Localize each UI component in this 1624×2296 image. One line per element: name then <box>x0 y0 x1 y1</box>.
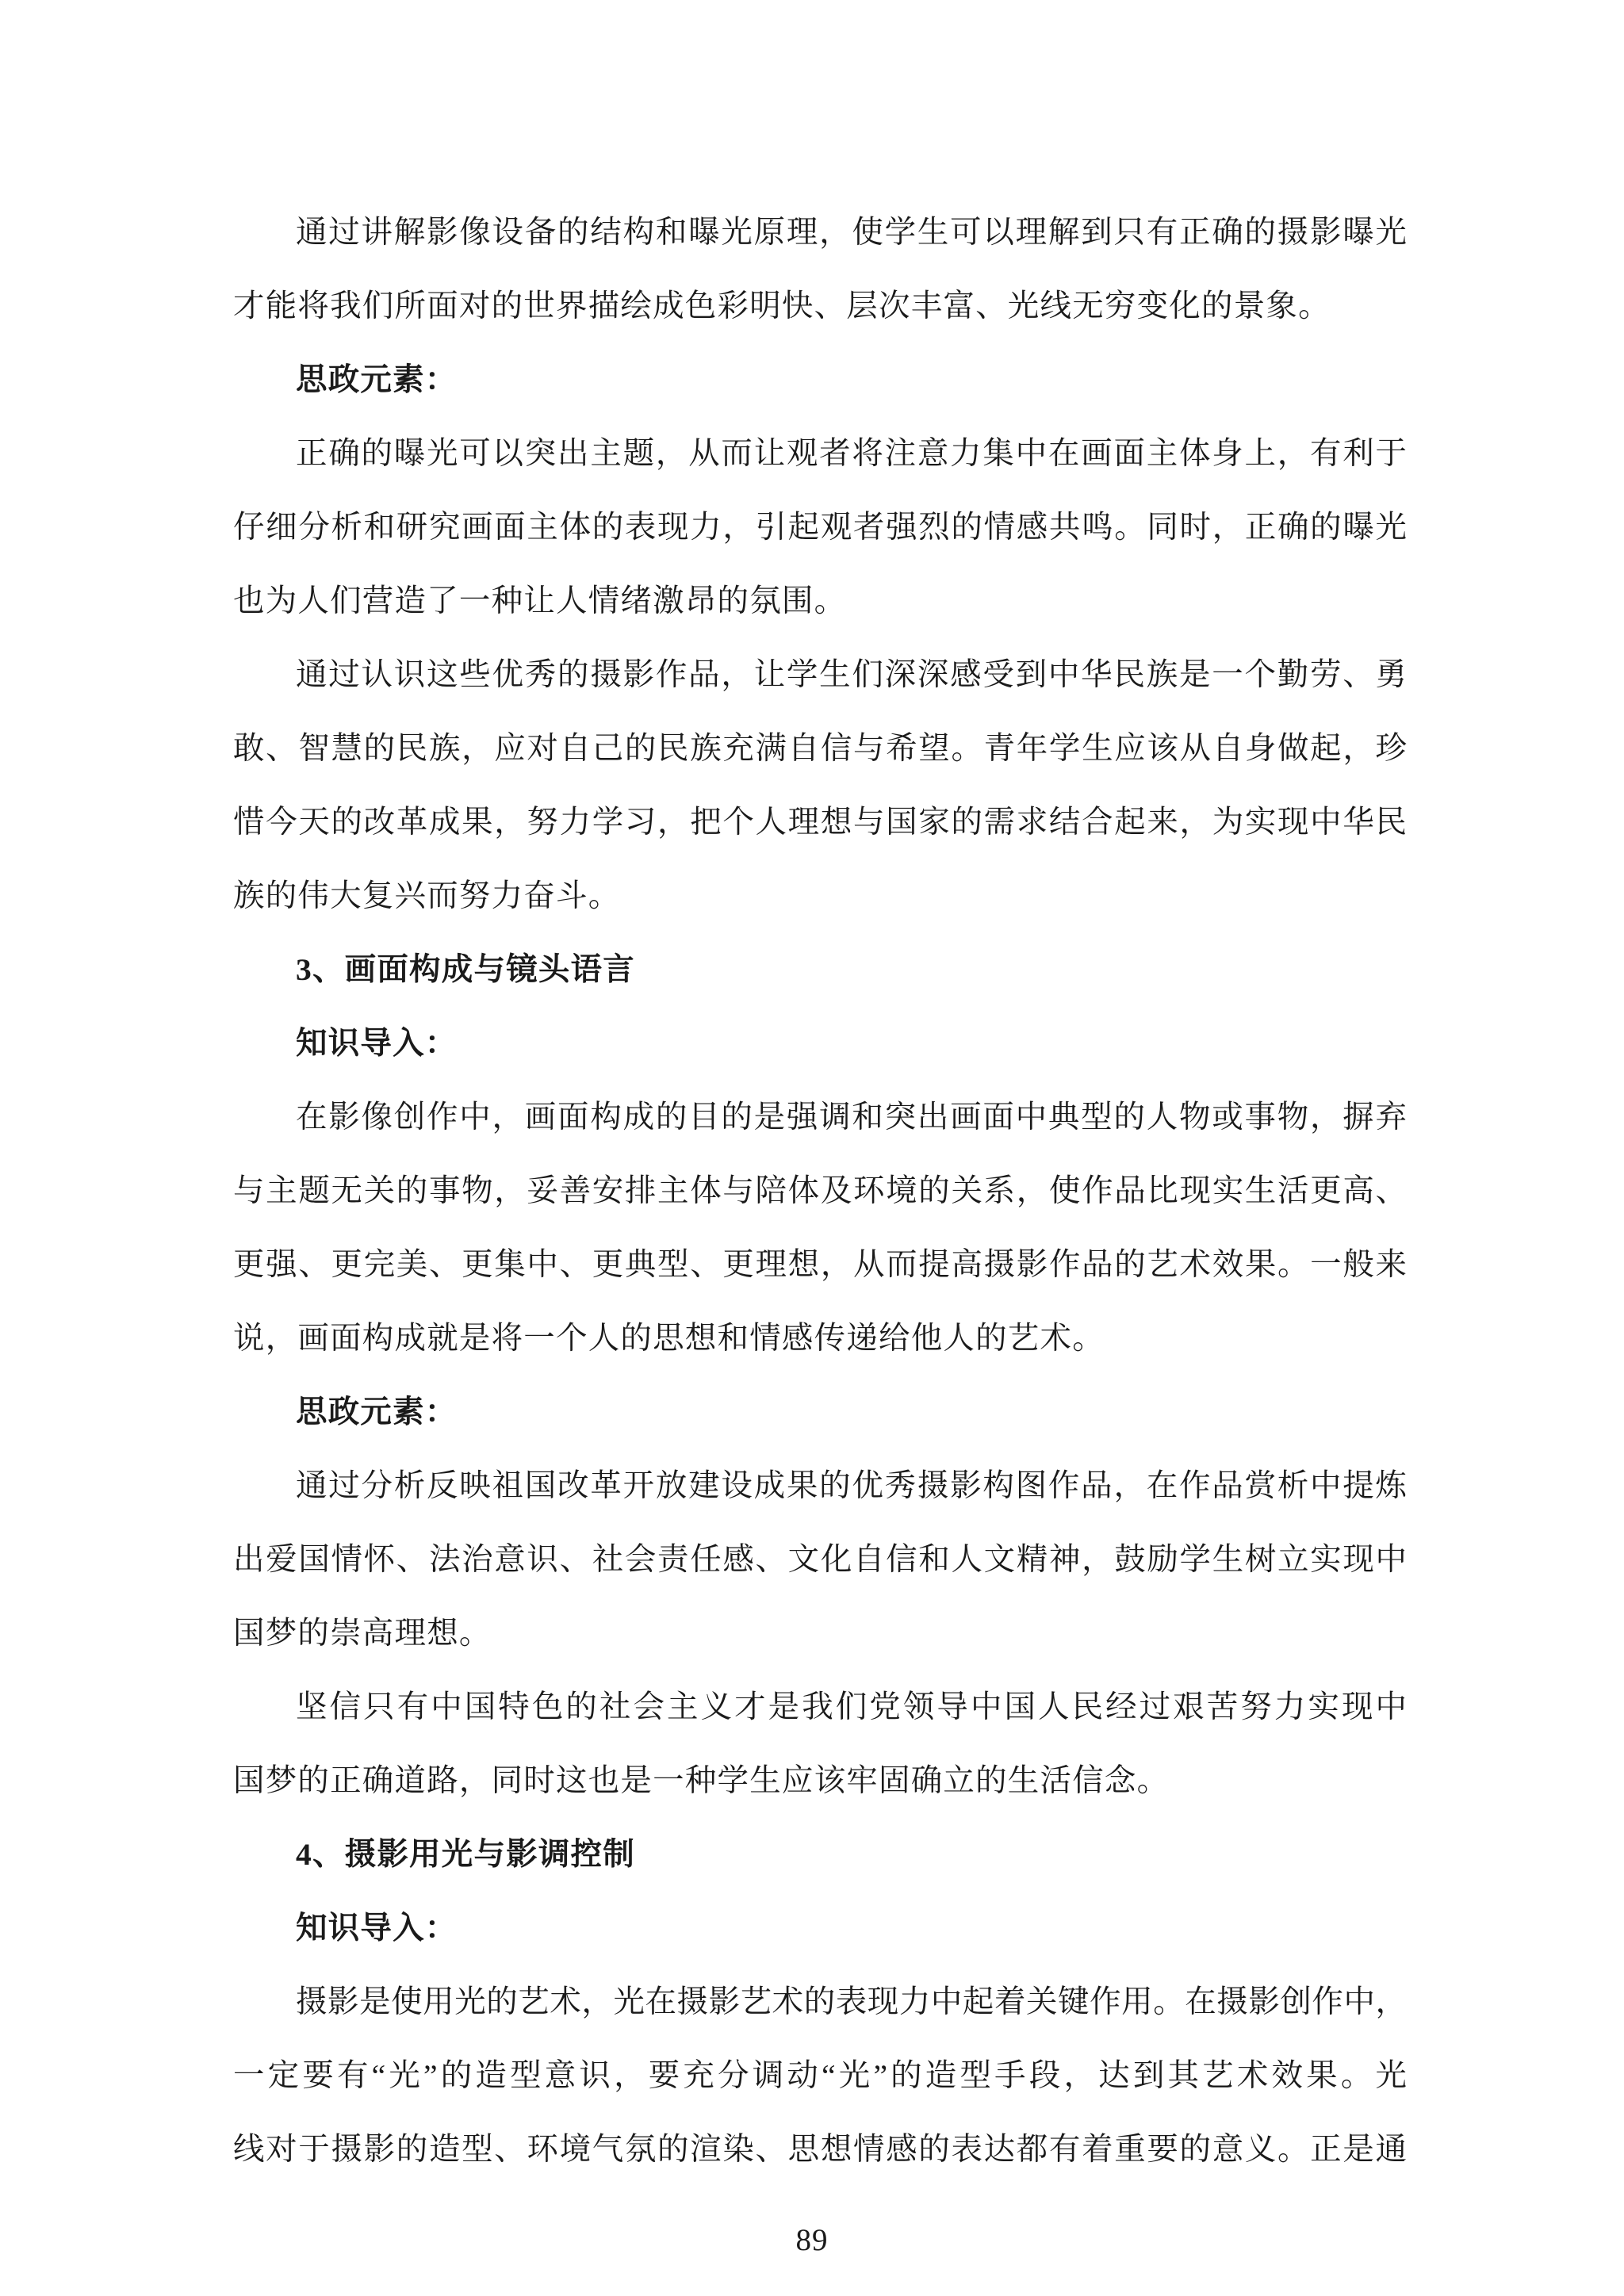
text-line: 才能将我们所面对的世界描绘成色彩明快、层次丰富、光线无穷变化的景象。 <box>233 289 1331 323</box>
heading-sizheng-elements-2: 思政元素： <box>296 1395 458 1429</box>
text-line: 更强、更完美、更集中、更典型、更理想，从而提高摄影作品的艺术效果。一般来 <box>233 1247 1407 1282</box>
heading-zhishi-daoru-1: 知识导入： <box>296 1026 458 1061</box>
text-line: 说，画面构成就是将一个人的思想和情感传递给他人的艺术。 <box>233 1321 1105 1356</box>
text-line: 线对于摄影的造型、环境气氛的渲染、思想情感的表达都有着重要的意义。正是通 <box>233 2132 1407 2167</box>
text-line: 通过分析反映祖国改革开放建设成果的优秀摄影构图作品，在作品赏析中提炼 <box>296 1468 1407 1503</box>
heading-section-4: 4、摄影用光与影调控制 <box>296 1837 635 1872</box>
text-line: 族的伟大复兴而努力奋斗。 <box>233 878 621 913</box>
text-line: 惜今天的改革成果，努力学习，把个人理想与国家的需求结合起来，为实现中华民 <box>233 805 1407 840</box>
heading-section-3: 3、画面构成与镜头语言 <box>296 952 635 987</box>
text-line: 在影像创作中，画面构成的目的是强调和突出画面中典型的人物或事物，摒弃 <box>296 1100 1407 1135</box>
text-line: 与主题无关的事物，妥善安排主体与陪体及环境的关系，使作品比现实生活更高、 <box>233 1173 1407 1208</box>
text-line: 仔细分析和研究画面主体的表现力，引起观者强烈的情感共鸣。同时，正确的曝光 <box>233 510 1407 545</box>
text-line: 通过认识这些优秀的摄影作品，让学生们深深感受到中华民族是一个勤劳、勇 <box>296 657 1407 692</box>
text-line: 国梦的正确道路，同时这也是一种学生应该牢固确立的生活信念。 <box>233 1763 1170 1798</box>
text-line: 正确的曝光可以突出主题，从而让观者将注意力集中在画面主体身上，有利于 <box>296 436 1407 471</box>
text-line: 敢、智慧的民族，应对自己的民族充满自信与希望。青年学生应该从自身做起，珍 <box>233 731 1407 766</box>
text-line: 也为人们营造了一种让人情绪激昂的氛围。 <box>233 584 847 618</box>
text-line: 一定要有“光”的造型意识，要充分调动“光”的造型手段，达到其艺术效果。光 <box>233 2058 1407 2093</box>
text-line: 国梦的崇高理想。 <box>233 1616 492 1651</box>
document-body <box>233 196 1407 2187</box>
page-number: 89 <box>795 2223 829 2257</box>
heading-zhishi-daoru-2: 知识导入： <box>296 1911 458 1946</box>
text-line: 通过讲解影像设备的结构和曝光原理，使学生可以理解到只有正确的摄影曝光 <box>296 215 1407 250</box>
text-line: 坚信只有中国特色的社会主义才是我们党领导中国人民经过艰苦努力实现中 <box>296 1689 1407 1724</box>
heading-sizheng-elements-1: 思政元素： <box>296 362 458 397</box>
text-line: 出爱国情怀、法治意识、社会责任感、文化自信和人文精神，鼓励学生树立实现中 <box>233 1542 1407 1577</box>
text-line: 摄影是使用光的艺术，光在摄影艺术的表现力中起着关键作用。在摄影创作中， <box>296 1984 1407 2019</box>
